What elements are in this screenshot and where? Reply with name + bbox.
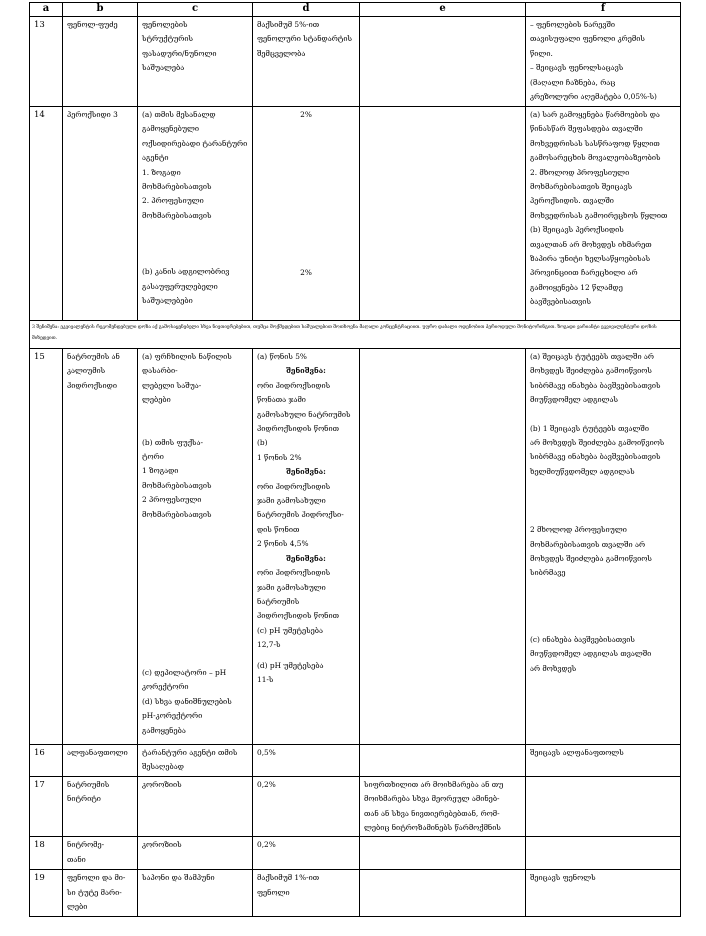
cell-line: ჰიდროქსიდის წონით — [257, 611, 340, 621]
table-row-16 — [30, 745, 681, 777]
cell-line: მოხმარებისათვის — [142, 509, 212, 519]
note-label: შენიშვნა: — [286, 366, 326, 376]
row-16-conditions — [360, 745, 526, 777]
row-18-conditions — [360, 837, 526, 870]
cell-line: წონათა ჯამი — [257, 395, 306, 405]
cell-line: ლებიც ნიტროზამინებს წარმოქმნის — [364, 823, 501, 833]
cell-line: ლები — [67, 902, 88, 912]
cell-line: გასაუფერულებელი — [142, 281, 218, 291]
cell-line: (a) წონის 5% — [257, 352, 307, 361]
cell-line: 11-ს — [257, 674, 274, 684]
note-label: შენიშვნა: — [286, 467, 326, 477]
cell-line: კორექტორი — [142, 682, 189, 692]
cell-line: შესაღებად — [142, 762, 184, 772]
row-18-warnings — [526, 837, 681, 870]
cell-line: დასარბი- — [142, 366, 178, 376]
cell-line: ტარანტური აგენტი თმის — [142, 748, 238, 757]
note-label: შენიშვნა: — [286, 553, 326, 563]
header-d: d — [253, 3, 360, 17]
row-15-use — [138, 349, 253, 745]
row-13-warnings — [526, 17, 681, 107]
cell-line: (a) ფრჩხილის ნაწილის — [142, 352, 232, 361]
footnote-row — [30, 321, 681, 349]
row-17-warnings — [526, 776, 681, 837]
table-row-13 — [30, 17, 681, 107]
row-13-use — [138, 17, 253, 107]
row-17-substance — [63, 776, 138, 837]
cell-line: მოხმარებისათვის — [142, 182, 212, 192]
row-17-conditions — [360, 776, 526, 837]
row-14-use — [138, 107, 253, 321]
cell-line: 2 პროფესიული — [142, 495, 202, 505]
cell-line: ოქსიდირებადი ტარანტური — [142, 138, 248, 148]
cell-line: მოიხმარება სხვა მეორეულ ამინებ- — [364, 794, 500, 804]
cell-line: არ მოხვდეს შეიძლება გამოიწვიოს — [530, 438, 665, 448]
cell-line: ნატრიუმის — [67, 779, 110, 789]
row-14-substance: პეროქსიდი 3 — [63, 107, 138, 321]
cell-line: პეროქსიდის. თვალში — [530, 196, 614, 206]
row-13-concentration — [253, 17, 360, 107]
cell-line: ორი ჰიდროქსიდის — [257, 568, 331, 578]
row-15-warnings — [526, 349, 681, 745]
cell-line: წინასწარ შეფასდება თვალში — [530, 124, 643, 134]
table-row-14 — [30, 107, 681, 321]
cell-line: ლებელი საშუა- — [142, 380, 202, 390]
row-19-number: 19 — [30, 870, 63, 916]
cell-line: (b) შეიცავს პეროქსიდის — [530, 225, 624, 235]
header-b: b — [63, 3, 138, 17]
row-14-warnings — [526, 107, 681, 321]
cell-line: მოხმარებისათვის თვალში არ — [530, 539, 646, 549]
table-row-15 — [30, 349, 681, 745]
cell-line: ნატრიუმის ან — [67, 352, 120, 361]
cell-line: მოხვედრისას გამოირეცხოს წყლით — [530, 210, 668, 220]
cell-line: ფენოლი და მი- — [67, 873, 126, 883]
cell-line: სტრუქტურის — [142, 34, 193, 44]
row-19-conditions — [360, 870, 526, 916]
cell-line: (c) დეპილატორი – pH — [142, 668, 227, 678]
cell-line: თან ან სხვა ნივთიერებებთან, რომ- — [364, 808, 500, 818]
cell-line: მოხმარებისათვის — [142, 210, 212, 220]
cell-line: მოხვედრისას სასწრაფოდ წყლით — [530, 138, 660, 148]
row-18-substance — [63, 837, 138, 870]
cell-line: pH-კორექტორი გამოყენება — [142, 711, 203, 735]
cell-line: აგენტი — [142, 153, 169, 163]
cell-line: ფენოლური სტანდარტის — [257, 34, 352, 44]
cell-line: მოხმარებისათვის — [142, 480, 212, 490]
cell-line: წილი. — [530, 48, 553, 58]
cell-line: (b) 1 შეიცავს ტუტეებს თვალში — [530, 423, 649, 433]
cell-line: მოხვდეს შეიძლება გამოიწვიოს — [530, 554, 652, 564]
row-17-use: კოროზიის — [138, 776, 253, 837]
row-19-use: საპონი და შამპუნი — [138, 870, 253, 916]
cell-line: ხელმიუწვდომელ ადგილას — [530, 466, 635, 476]
row-19-concentration — [253, 870, 360, 916]
cell-line: (a) თმის მესანალდ — [142, 110, 216, 119]
cell-line: (b) თმის ფუქსა- — [142, 437, 203, 447]
cell-line: ჯამი გამოსახული — [257, 496, 326, 506]
cell-line: (c) ინახება ბავშვებისათვის — [530, 634, 635, 644]
cell-line: არ მოხვდეს — [530, 663, 577, 673]
cell-line: ფასადური/ნუნოლი — [142, 48, 217, 58]
row-14-concentration — [253, 107, 360, 321]
cell-line: ჰიდროქსიდი — [67, 380, 117, 390]
cell-line: 1 ზოგადი — [142, 466, 179, 476]
cell-line: ნიტრომე- — [67, 840, 105, 850]
cell-line: მაქსიმუმ 1%-ით — [257, 873, 320, 883]
cell-line: ფენოლების — [142, 20, 188, 29]
cell-line: ზაპირა უნიტი ხელსაწყოებისას — [530, 254, 651, 264]
header-row — [30, 3, 681, 17]
cell-line: 2% — [300, 268, 312, 278]
header-f: f — [526, 3, 681, 17]
row-17-concentration: 0,2% — [253, 776, 360, 837]
cell-line: 2% — [300, 110, 312, 119]
row-16-use — [138, 745, 253, 777]
row-14-conditions — [360, 107, 526, 321]
cell-line: 2. მხოლოდ პროფესიული — [530, 167, 630, 177]
header-e: e — [360, 3, 526, 17]
cell-line: გამოსარეცხის მოვალეობაზეობის — [530, 153, 661, 163]
cell-line: 1 წონის 2% — [257, 452, 302, 462]
cell-line: სიბრმავე ინახება ბავშვებისათვის — [530, 452, 661, 462]
cell-line: სიბრმავე ინახება ბავშვებისათვის — [530, 380, 661, 390]
header-c: c — [138, 3, 253, 17]
cell-line: (c) pH უმეტესება — [257, 625, 323, 635]
cell-line: (b) — [257, 438, 268, 448]
cell-line: (მაღალი ჩაზნება, რაც — [530, 77, 616, 87]
cell-line: ორი ჰიდროქსიდის — [257, 481, 331, 491]
cell-line: გამოყენებული — [142, 124, 199, 134]
header-a: a — [30, 3, 63, 17]
row-19-substance — [63, 870, 138, 916]
cell-line: მიუწვდომელ ადგილას თვალში — [530, 649, 652, 659]
cell-line: 2 მხოლოდ პროფესიული — [530, 525, 627, 535]
cell-line: – შეიცავს ფენოლსაცავს — [530, 63, 624, 73]
cell-line: საშუალებები — [142, 296, 193, 306]
regulation-table — [29, 2, 681, 917]
row-16-number: 16 — [30, 745, 63, 777]
cell-line: ნიტრიტი — [67, 794, 101, 804]
cell-line: პროვინციით ჩარეცხილი არ — [530, 268, 638, 278]
cell-line: ტორი — [142, 452, 164, 462]
cell-line: 2 წონის 4,5% — [257, 539, 309, 549]
cell-line: მოხვდეს შეიძლება გამოიწვიოს — [530, 366, 652, 376]
cell-line: კრეზოლური აღემატება 0,05%-ს) — [530, 92, 657, 102]
cell-line: (d) სხვა დანიშნულების — [142, 696, 232, 706]
cell-line: ორი ჰიდროქსიდის — [257, 380, 331, 390]
cell-line: გამოსახული ნატრიუმის — [257, 409, 351, 419]
cell-line: ჰიდროქსიდის წონით — [257, 424, 340, 434]
row-13-conditions — [360, 17, 526, 107]
cell-line: ჯამი გამოსახული — [257, 582, 326, 592]
cell-line: თვალთან არ მოხვდეს იხმარეთ — [530, 239, 652, 249]
row-13-substance: ფენოლ-ფუძე — [63, 17, 138, 107]
row-15-number: 15 — [30, 349, 63, 745]
cell-line: 2. პროფესიული — [142, 196, 204, 206]
cell-line: ბავშვებისათვის — [530, 297, 591, 307]
cell-line: (a) შეიცავს ტუტეებს თვალში არ — [530, 352, 655, 361]
row-15-concentration — [253, 349, 360, 745]
row-15-conditions — [360, 349, 526, 745]
cell-line: მაქსიმუმ 5%-ით — [257, 20, 320, 29]
table-row-19 — [30, 870, 681, 916]
cell-line: ნატრიუმის — [257, 596, 300, 606]
cell-line: კალიუმის — [67, 366, 106, 376]
cell-line: გამოიყენება 12 წლამდე — [530, 282, 623, 292]
row-16-concentration: 0,5% — [253, 745, 360, 777]
cell-line: (a) სარ გამოყენება წარმოების და — [530, 110, 660, 119]
cell-line: 1. ზოგადი — [142, 167, 181, 177]
cell-line: მოხმარებისათვის შეიცავს — [530, 182, 633, 192]
cell-line: საშუალება — [142, 63, 185, 73]
cell-line: ფენოლი — [257, 887, 290, 897]
table-row-18 — [30, 837, 681, 870]
cell-line: სიფრთხილით არ მოიხმარება ან თუ — [364, 779, 504, 789]
row-16-warnings: შეიცავს ალფანაფთოლს — [526, 745, 681, 777]
cell-line: (b) კანის ადგილობრივ — [142, 267, 230, 277]
row-13-number: 13 — [30, 17, 63, 107]
row-14-number: 14 — [30, 107, 63, 321]
row-18-number: 18 — [30, 837, 63, 870]
row-17-number: 17 — [30, 776, 63, 837]
cell-line: თავისუფალი ფენოლი კრემის — [530, 34, 645, 44]
row-16-substance: ალფანაფთოლი — [63, 745, 138, 777]
cell-line: სიბრმავე — [530, 568, 566, 578]
cell-line: – ფენოლების ნარევში — [530, 20, 616, 29]
cell-line: 12,7-ს — [257, 640, 281, 650]
row-19-warnings: შეიცავს ფენოლს — [526, 870, 681, 916]
cell-line: დის წონით — [257, 524, 300, 534]
table-row-17 — [30, 776, 681, 837]
cell-line: ლებები — [142, 395, 171, 405]
cell-line: (d) pH უმეტესება — [257, 660, 324, 670]
row-18-use: კოროზიის — [138, 837, 253, 870]
row-15-substance — [63, 349, 138, 745]
cell-line: სი ტუტე მარი- — [67, 887, 122, 897]
cell-line: მიუწვდომელ ადგილას — [530, 395, 619, 405]
cell-line: შემცველობა — [257, 48, 306, 58]
cell-line: ნატრიუმის ჰიდროქსი- — [257, 510, 344, 520]
row-18-concentration: 0,2% — [253, 837, 360, 870]
cell-line: თანი — [67, 854, 86, 864]
footnote-text: 3 შენიშვნა: ეკვივალენტის რეკომენდებული დოზა აქ გამოსაყენებელი სხვა ნივთიერებებით, თუმცა მოქმედებით საშუალებით მოთხოვნა მაღალი კონცენტრაციით. უფრო დაბალი ოდენობით პერიოდული მონიტორინგით. ზოგადი ვარიანტი ეკვივალენტური დოზის მიხედვით. — [30, 321, 681, 349]
